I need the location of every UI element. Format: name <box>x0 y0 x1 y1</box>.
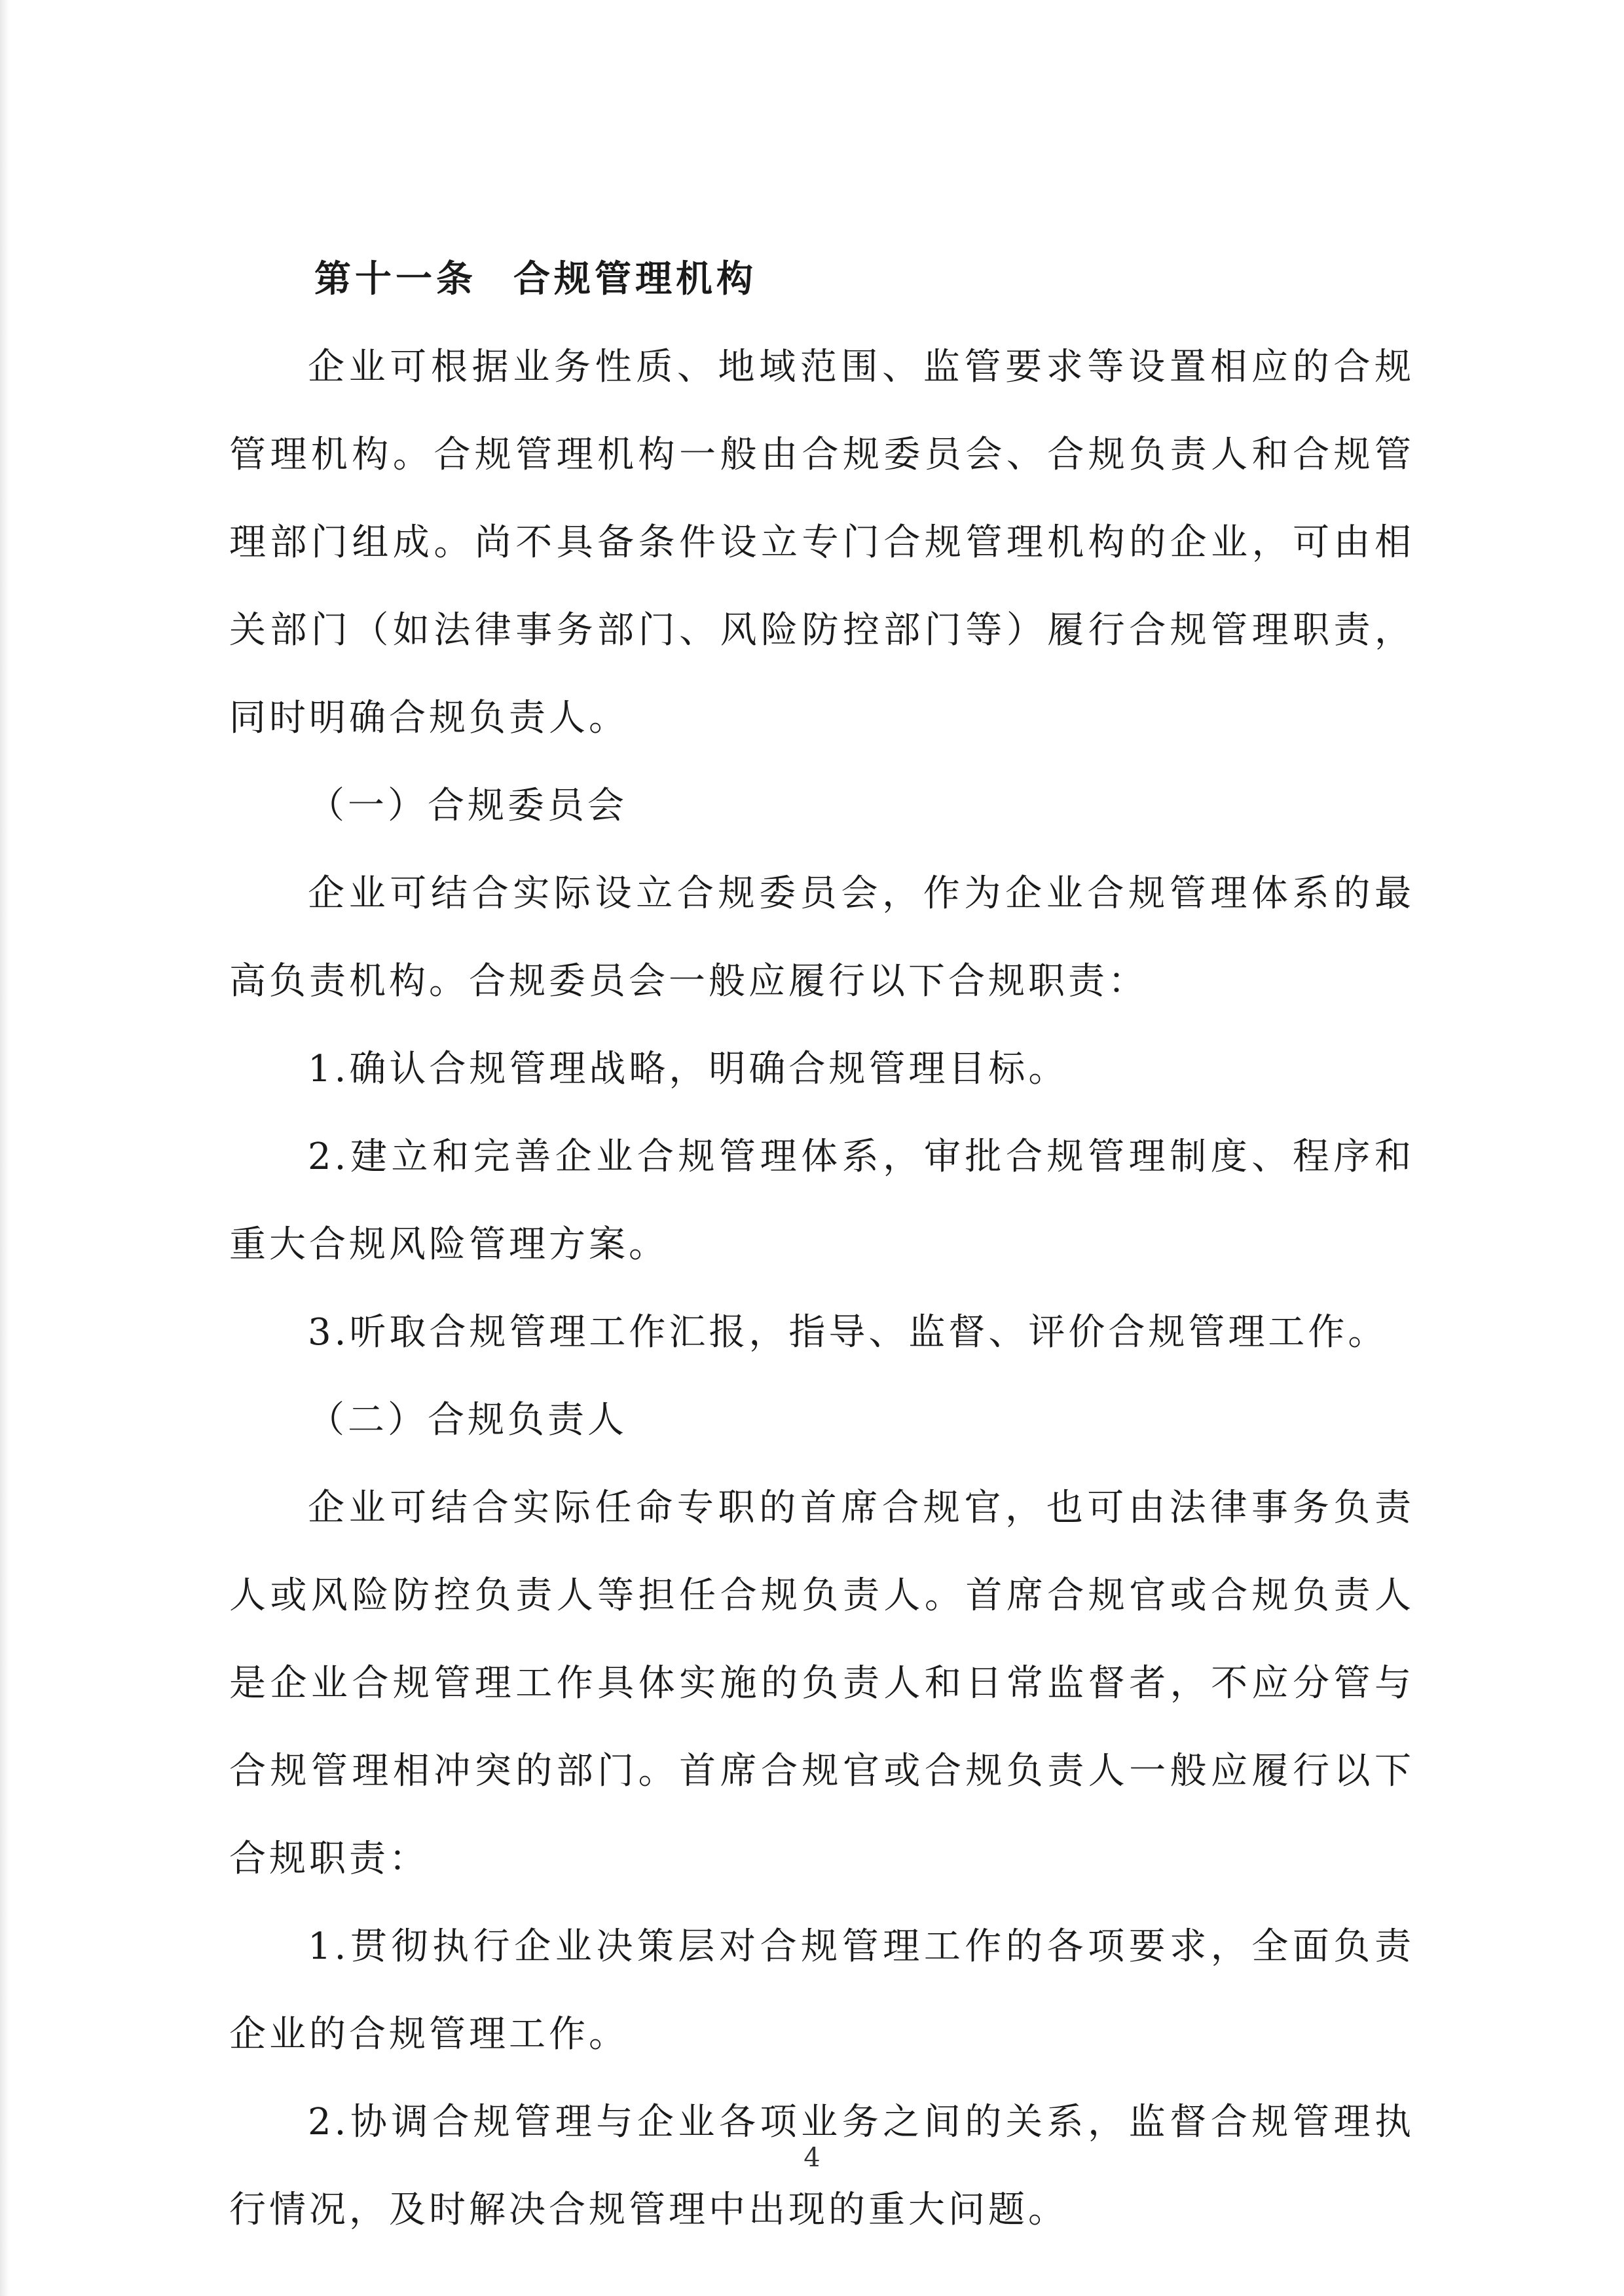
officer-duty-2: 2.协调合规管理与企业各项业务之间的关系，监督合规管理执行情况，及时解决合规管理中出现的重大问题。 <box>229 2101 1414 2231</box>
scan-edge <box>0 0 9 2296</box>
article-heading <box>229 236 1414 324</box>
document-body <box>229 236 1414 2254</box>
section-heading-officer: （二）合规负责人 <box>308 1399 627 1441</box>
section-heading-committee: （一）合规委员会 <box>308 785 627 827</box>
committee-paragraph: 企业可结合实际设立合规委员会，作为企业合规管理体系的最高负责机构。合规委员会一般应履行以下合规职责： <box>229 872 1414 1003</box>
officer-paragraph: 企业可结合实际任命专职的首席合规官，也可由法律事务负责人或风险防控负责人等担任合规负责人。首席合规官或合规负责人是企业合规管理工作具体实施的负责人和日常监督者，不应分管与合规管理相冲突的部门。首席合规官或合规负责人一般应履行以下合规职责： <box>229 1487 1414 1880</box>
committee-duty-2: 2.建立和完善企业合规管理体系，审批合规管理制度、程序和重大合规风险管理方案。 <box>229 1136 1414 1266</box>
officer-duty-1: 1.贯彻执行企业决策层对合规管理工作的各项要求，全面负责企业的合规管理工作。 <box>229 1925 1414 2056</box>
committee-duty-3: 3.听取合规管理工作汇报，指导、监督、评价合规管理工作。 <box>308 1311 1388 1354</box>
article-number: 第十一条 <box>314 258 477 301</box>
page-number: 4 <box>803 2143 821 2173</box>
article-title: 合规管理机构 <box>513 258 757 301</box>
committee-duty-1: 1.确认合规管理战略，明确合规管理目标。 <box>308 1048 1069 1090</box>
intro-paragraph: 企业可根据业务性质、地域范围、监管要求等设置相应的合规管理机构。合规管理机构一般由合规委员会、合规负责人和合规管理部门组成。尚不具备条件设立专门合规管理机构的企业，可由相关部门（如法律事务部门、风险防控部门等）履行合规管理职责，同时明确合规负责人。 <box>229 346 1414 739</box>
